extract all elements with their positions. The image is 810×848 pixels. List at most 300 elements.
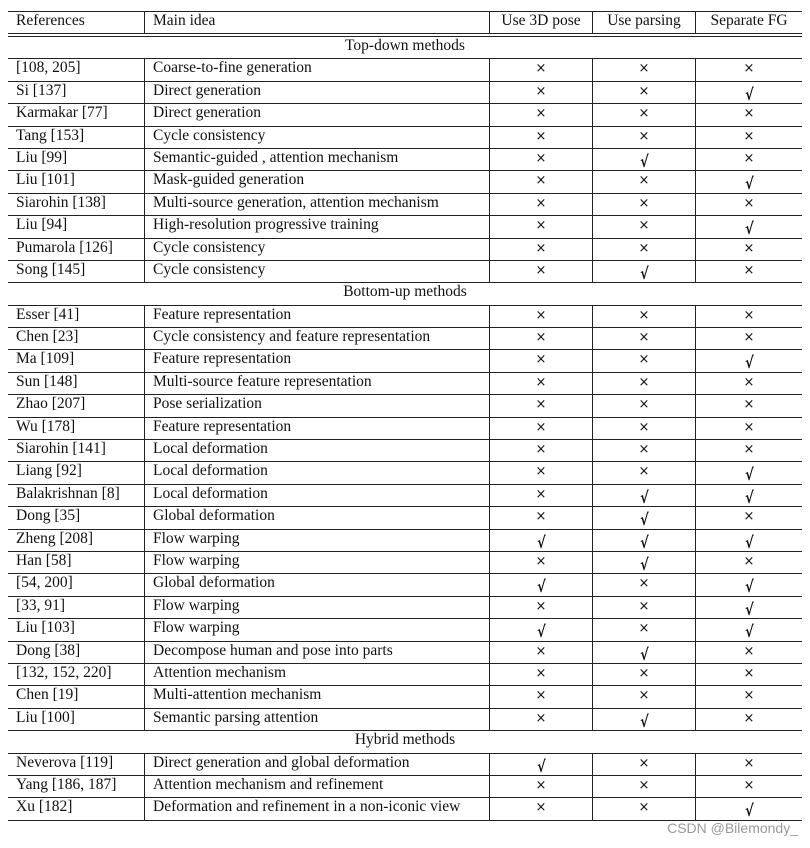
table-row (8, 663, 802, 685)
main-idea-cell: Cycle consistency and feature representation (145, 328, 490, 350)
use-parsing-cell (593, 171, 696, 193)
use-3d-pose-cell (490, 148, 593, 170)
header-use-parsing: Use parsing (593, 12, 696, 36)
cross-mark-icon: × (743, 330, 755, 346)
separate-fg-cell (696, 81, 803, 103)
use-parsing-cell (593, 798, 696, 820)
separate-fg-cell (696, 708, 803, 730)
cross-mark-icon: × (535, 374, 547, 390)
use-parsing-cell (593, 440, 696, 462)
check-mark-icon: √ (744, 801, 754, 821)
use-parsing-cell (593, 686, 696, 708)
separate-fg-cell (696, 372, 803, 394)
check-mark-icon: √ (536, 622, 546, 642)
reference-cell: Siarohin [138] (8, 193, 145, 215)
reference-cell: Xu [182] (8, 798, 145, 820)
use-3d-pose-cell (490, 81, 593, 103)
reference-cell: Liu [101] (8, 171, 145, 193)
table-row (8, 484, 802, 506)
cross-mark-icon: × (535, 173, 547, 189)
cross-mark-icon: × (638, 755, 650, 771)
use-3d-pose-cell (490, 708, 593, 730)
main-idea-cell: Attention mechanism (145, 663, 490, 685)
reference-cell: [132, 152, 220] (8, 663, 145, 685)
cross-mark-icon: × (638, 419, 650, 435)
reference-cell: Han [58] (8, 551, 145, 573)
check-mark-icon: √ (639, 263, 649, 283)
reference-cell: Karmakar [77] (8, 104, 145, 126)
cross-mark-icon: × (535, 643, 547, 659)
cross-mark-icon: × (743, 643, 755, 659)
separate-fg-cell (696, 641, 803, 663)
reference-cell: Liang [92] (8, 462, 145, 484)
table-row (8, 551, 802, 573)
table-row (8, 126, 802, 148)
cross-mark-icon: × (743, 397, 755, 413)
reference-cell: Sun [148] (8, 372, 145, 394)
cross-mark-icon: × (743, 777, 755, 793)
reference-cell: Chen [19] (8, 686, 145, 708)
table-row (8, 775, 802, 797)
separate-fg-cell (696, 507, 803, 529)
cross-mark-icon: × (743, 442, 755, 458)
cross-mark-icon: × (535, 83, 547, 99)
cross-mark-icon: × (638, 800, 650, 816)
cross-mark-icon: × (638, 665, 650, 681)
use-3d-pose-cell (490, 104, 593, 126)
check-mark-icon: √ (744, 84, 754, 104)
main-idea-cell: Mask-guided generation (145, 171, 490, 193)
use-parsing-cell (593, 708, 696, 730)
section-title: Bottom-up methods (8, 283, 802, 305)
separate-fg-cell (696, 417, 803, 439)
cross-mark-icon: × (638, 83, 650, 99)
table-row (8, 216, 802, 238)
cross-mark-icon: × (743, 419, 755, 435)
use-3d-pose-cell (490, 551, 593, 573)
cross-mark-icon: × (638, 621, 650, 637)
reference-cell: Dong [38] (8, 641, 145, 663)
table-body (8, 35, 802, 820)
cross-mark-icon: × (535, 307, 547, 323)
separate-fg-cell (696, 775, 803, 797)
separate-fg-cell (696, 148, 803, 170)
separate-fg-cell (696, 686, 803, 708)
use-parsing-cell (593, 596, 696, 618)
separate-fg-cell (696, 529, 803, 551)
cross-mark-icon: × (743, 755, 755, 771)
table-row (8, 81, 802, 103)
use-3d-pose-cell (490, 663, 593, 685)
cross-mark-icon: × (535, 509, 547, 525)
check-mark-icon: √ (744, 577, 754, 597)
separate-fg-cell (696, 328, 803, 350)
check-mark-icon: √ (744, 174, 754, 194)
table-row (8, 529, 802, 551)
separate-fg-cell (696, 462, 803, 484)
table-row (8, 395, 802, 417)
use-parsing-cell (593, 641, 696, 663)
main-idea-cell: Flow warping (145, 619, 490, 641)
use-parsing-cell (593, 328, 696, 350)
separate-fg-cell (696, 551, 803, 573)
check-mark-icon: √ (639, 711, 649, 731)
separate-fg-cell (696, 798, 803, 820)
main-idea-cell: Local deformation (145, 462, 490, 484)
use-3d-pose-cell (490, 126, 593, 148)
use-3d-pose-cell (490, 484, 593, 506)
table-row (8, 350, 802, 372)
reference-cell: Ma [109] (8, 350, 145, 372)
separate-fg-cell (696, 395, 803, 417)
use-parsing-cell (593, 551, 696, 573)
table-row (8, 619, 802, 641)
use-parsing-cell (593, 663, 696, 685)
table-row (8, 305, 802, 327)
header-references: References (8, 12, 145, 36)
use-3d-pose-cell (490, 171, 593, 193)
cross-mark-icon: × (638, 374, 650, 390)
cross-mark-icon: × (743, 262, 755, 278)
reference-cell: Zheng [208] (8, 529, 145, 551)
cross-mark-icon: × (743, 61, 755, 77)
cross-mark-icon: × (638, 598, 650, 614)
cross-mark-icon: × (535, 218, 547, 234)
watermark: CSDN @Bilemondy_ (667, 820, 798, 836)
use-parsing-cell (593, 126, 696, 148)
cross-mark-icon: × (535, 777, 547, 793)
check-mark-icon: √ (744, 622, 754, 642)
reference-cell: Balakrishnan [8] (8, 484, 145, 506)
check-mark-icon: √ (536, 532, 546, 552)
use-parsing-cell (593, 148, 696, 170)
main-idea-cell: Semantic-guided , attention mechanism (145, 148, 490, 170)
cross-mark-icon: × (535, 330, 547, 346)
main-idea-cell: Cycle consistency (145, 260, 490, 282)
use-parsing-cell (593, 529, 696, 551)
cross-mark-icon: × (535, 240, 547, 256)
main-idea-cell: Pose serialization (145, 395, 490, 417)
table-row (8, 328, 802, 350)
table-row (8, 641, 802, 663)
use-3d-pose-cell (490, 216, 593, 238)
separate-fg-cell (696, 484, 803, 506)
table-row (8, 440, 802, 462)
use-parsing-cell (593, 238, 696, 260)
table-row (8, 104, 802, 126)
reference-cell: Pumarola [126] (8, 238, 145, 260)
reference-cell: Liu [99] (8, 148, 145, 170)
use-parsing-cell (593, 462, 696, 484)
cross-mark-icon: × (638, 397, 650, 413)
use-parsing-cell (593, 484, 696, 506)
main-idea-cell: Global deformation (145, 507, 490, 529)
cross-mark-icon: × (743, 665, 755, 681)
reference-cell: Song [145] (8, 260, 145, 282)
use-parsing-cell (593, 507, 696, 529)
table-row (8, 708, 802, 730)
table-row (8, 238, 802, 260)
cross-mark-icon: × (535, 195, 547, 211)
use-3d-pose-cell (490, 753, 593, 775)
separate-fg-cell (696, 305, 803, 327)
cross-mark-icon: × (743, 307, 755, 323)
use-3d-pose-cell (490, 507, 593, 529)
cross-mark-icon: × (535, 553, 547, 569)
cross-mark-icon: × (743, 509, 755, 525)
cross-mark-icon: × (535, 486, 547, 502)
header-main-idea: Main idea (145, 12, 490, 36)
cross-mark-icon: × (638, 240, 650, 256)
check-mark-icon: √ (639, 510, 649, 530)
cross-mark-icon: × (638, 777, 650, 793)
use-3d-pose-cell (490, 440, 593, 462)
main-idea-cell: Coarse-to-fine generation (145, 59, 490, 81)
main-idea-cell: Direct generation (145, 81, 490, 103)
cross-mark-icon: × (743, 710, 755, 726)
reference-cell: Liu [100] (8, 708, 145, 730)
use-3d-pose-cell (490, 775, 593, 797)
cross-mark-icon: × (638, 173, 650, 189)
check-mark-icon: √ (744, 219, 754, 239)
reference-cell: Liu [94] (8, 216, 145, 238)
reference-cell: Wu [178] (8, 417, 145, 439)
cross-mark-icon: × (638, 442, 650, 458)
cross-mark-icon: × (535, 665, 547, 681)
section-row (8, 731, 802, 753)
main-idea-cell: Feature representation (145, 417, 490, 439)
main-idea-cell: Decompose human and pose into parts (145, 641, 490, 663)
reference-cell: Tang [153] (8, 126, 145, 148)
cross-mark-icon: × (638, 330, 650, 346)
use-parsing-cell (593, 753, 696, 775)
check-mark-icon: √ (744, 465, 754, 485)
header-use-3d-pose: Use 3D pose (490, 12, 593, 36)
cross-mark-icon: × (535, 464, 547, 480)
use-3d-pose-cell (490, 59, 593, 81)
reference-cell: Yang [186, 187] (8, 775, 145, 797)
cross-mark-icon: × (638, 352, 650, 368)
use-parsing-cell (593, 350, 696, 372)
use-parsing-cell (593, 574, 696, 596)
cross-mark-icon: × (535, 352, 547, 368)
main-idea-cell: Feature representation (145, 305, 490, 327)
separate-fg-cell (696, 193, 803, 215)
table-row (8, 372, 802, 394)
main-idea-cell: Local deformation (145, 484, 490, 506)
cross-mark-icon: × (638, 688, 650, 704)
cross-mark-icon: × (535, 688, 547, 704)
main-idea-cell: Cycle consistency (145, 238, 490, 260)
use-3d-pose-cell (490, 193, 593, 215)
main-idea-cell: Multi-attention mechanism (145, 686, 490, 708)
main-idea-cell: Local deformation (145, 440, 490, 462)
use-3d-pose-cell (490, 574, 593, 596)
use-parsing-cell (593, 775, 696, 797)
section-title: Top-down methods (8, 35, 802, 59)
check-mark-icon: √ (536, 756, 546, 776)
check-mark-icon: √ (744, 487, 754, 507)
use-3d-pose-cell (490, 596, 593, 618)
cross-mark-icon: × (638, 464, 650, 480)
use-3d-pose-cell (490, 686, 593, 708)
cross-mark-icon: × (743, 553, 755, 569)
section-title: Hybrid methods (8, 731, 802, 753)
reference-cell: [108, 205] (8, 59, 145, 81)
main-idea-cell: Deformation and refinement in a non-iconic view (145, 798, 490, 820)
main-idea-cell: Direct generation (145, 104, 490, 126)
table-row (8, 171, 802, 193)
check-mark-icon: √ (639, 554, 649, 574)
table-row (8, 462, 802, 484)
use-parsing-cell (593, 104, 696, 126)
table-row (8, 59, 802, 81)
reference-cell: Neverova [119] (8, 753, 145, 775)
separate-fg-cell (696, 574, 803, 596)
cross-mark-icon: × (638, 576, 650, 592)
use-parsing-cell (593, 260, 696, 282)
use-3d-pose-cell (490, 328, 593, 350)
table-row (8, 193, 802, 215)
cross-mark-icon: × (743, 150, 755, 166)
separate-fg-cell (696, 104, 803, 126)
cross-mark-icon: × (535, 61, 547, 77)
check-mark-icon: √ (639, 644, 649, 664)
cross-mark-icon: × (535, 710, 547, 726)
separate-fg-cell (696, 350, 803, 372)
use-parsing-cell (593, 395, 696, 417)
main-idea-cell: Multi-source feature representation (145, 372, 490, 394)
table-row (8, 686, 802, 708)
cross-mark-icon: × (638, 307, 650, 323)
main-idea-cell: Multi-source generation, attention mechanism (145, 193, 490, 215)
main-idea-cell: Cycle consistency (145, 126, 490, 148)
cross-mark-icon: × (638, 218, 650, 234)
section-row (8, 35, 802, 59)
cross-mark-icon: × (535, 800, 547, 816)
table-row (8, 507, 802, 529)
check-mark-icon: √ (744, 599, 754, 619)
cross-mark-icon: × (535, 419, 547, 435)
header-row (8, 12, 802, 36)
check-mark-icon: √ (639, 487, 649, 507)
separate-fg-cell (696, 753, 803, 775)
header-separate-fg: Separate FG (696, 12, 803, 36)
cross-mark-icon: × (743, 106, 755, 122)
main-idea-cell: Flow warping (145, 551, 490, 573)
use-parsing-cell (593, 81, 696, 103)
table-row (8, 417, 802, 439)
use-parsing-cell (593, 417, 696, 439)
table-row (8, 753, 802, 775)
use-3d-pose-cell (490, 260, 593, 282)
check-mark-icon: √ (536, 577, 546, 597)
use-parsing-cell (593, 59, 696, 81)
main-idea-cell: Global deformation (145, 574, 490, 596)
methods-comparison-table (8, 11, 802, 821)
cross-mark-icon: × (535, 397, 547, 413)
separate-fg-cell (696, 171, 803, 193)
use-3d-pose-cell (490, 798, 593, 820)
use-3d-pose-cell (490, 619, 593, 641)
table-row (8, 798, 802, 820)
use-3d-pose-cell (490, 395, 593, 417)
main-idea-cell: Direct generation and global deformation (145, 753, 490, 775)
separate-fg-cell (696, 260, 803, 282)
use-parsing-cell (593, 305, 696, 327)
reference-cell: Chen [23] (8, 328, 145, 350)
cross-mark-icon: × (638, 195, 650, 211)
cross-mark-icon: × (743, 128, 755, 144)
main-idea-cell: Feature representation (145, 350, 490, 372)
use-parsing-cell (593, 372, 696, 394)
cross-mark-icon: × (638, 128, 650, 144)
table-row (8, 596, 802, 618)
use-3d-pose-cell (490, 529, 593, 551)
cross-mark-icon: × (535, 598, 547, 614)
reference-cell: [54, 200] (8, 574, 145, 596)
separate-fg-cell (696, 440, 803, 462)
check-mark-icon: √ (744, 532, 754, 552)
cross-mark-icon: × (638, 61, 650, 77)
cross-mark-icon: × (743, 240, 755, 256)
main-idea-cell: Semantic parsing attention (145, 708, 490, 730)
use-3d-pose-cell (490, 372, 593, 394)
reference-cell: Si [137] (8, 81, 145, 103)
separate-fg-cell (696, 238, 803, 260)
reference-cell: [33, 91] (8, 596, 145, 618)
separate-fg-cell (696, 596, 803, 618)
use-3d-pose-cell (490, 238, 593, 260)
main-idea-cell: Flow warping (145, 596, 490, 618)
separate-fg-cell (696, 663, 803, 685)
separate-fg-cell (696, 216, 803, 238)
use-3d-pose-cell (490, 462, 593, 484)
use-3d-pose-cell (490, 641, 593, 663)
use-parsing-cell (593, 193, 696, 215)
table-row (8, 260, 802, 282)
use-parsing-cell (593, 619, 696, 641)
separate-fg-cell (696, 59, 803, 81)
cross-mark-icon: × (535, 262, 547, 278)
use-3d-pose-cell (490, 350, 593, 372)
separate-fg-cell (696, 619, 803, 641)
reference-cell: Zhao [207] (8, 395, 145, 417)
reference-cell: Liu [103] (8, 619, 145, 641)
table-row (8, 574, 802, 596)
reference-cell: Esser [41] (8, 305, 145, 327)
cross-mark-icon: × (743, 195, 755, 211)
reference-cell: Dong [35] (8, 507, 145, 529)
table-row (8, 148, 802, 170)
cross-mark-icon: × (638, 106, 650, 122)
check-mark-icon: √ (639, 151, 649, 171)
main-idea-cell: Flow warping (145, 529, 490, 551)
cross-mark-icon: × (535, 150, 547, 166)
use-3d-pose-cell (490, 417, 593, 439)
reference-cell: Siarohin [141] (8, 440, 145, 462)
use-3d-pose-cell (490, 305, 593, 327)
cross-mark-icon: × (535, 442, 547, 458)
use-parsing-cell (593, 216, 696, 238)
check-mark-icon: √ (639, 532, 649, 552)
main-idea-cell: High-resolution progressive training (145, 216, 490, 238)
cross-mark-icon: × (535, 106, 547, 122)
main-idea-cell: Attention mechanism and refinement (145, 775, 490, 797)
cross-mark-icon: × (535, 128, 547, 144)
cross-mark-icon: × (743, 688, 755, 704)
section-row (8, 283, 802, 305)
